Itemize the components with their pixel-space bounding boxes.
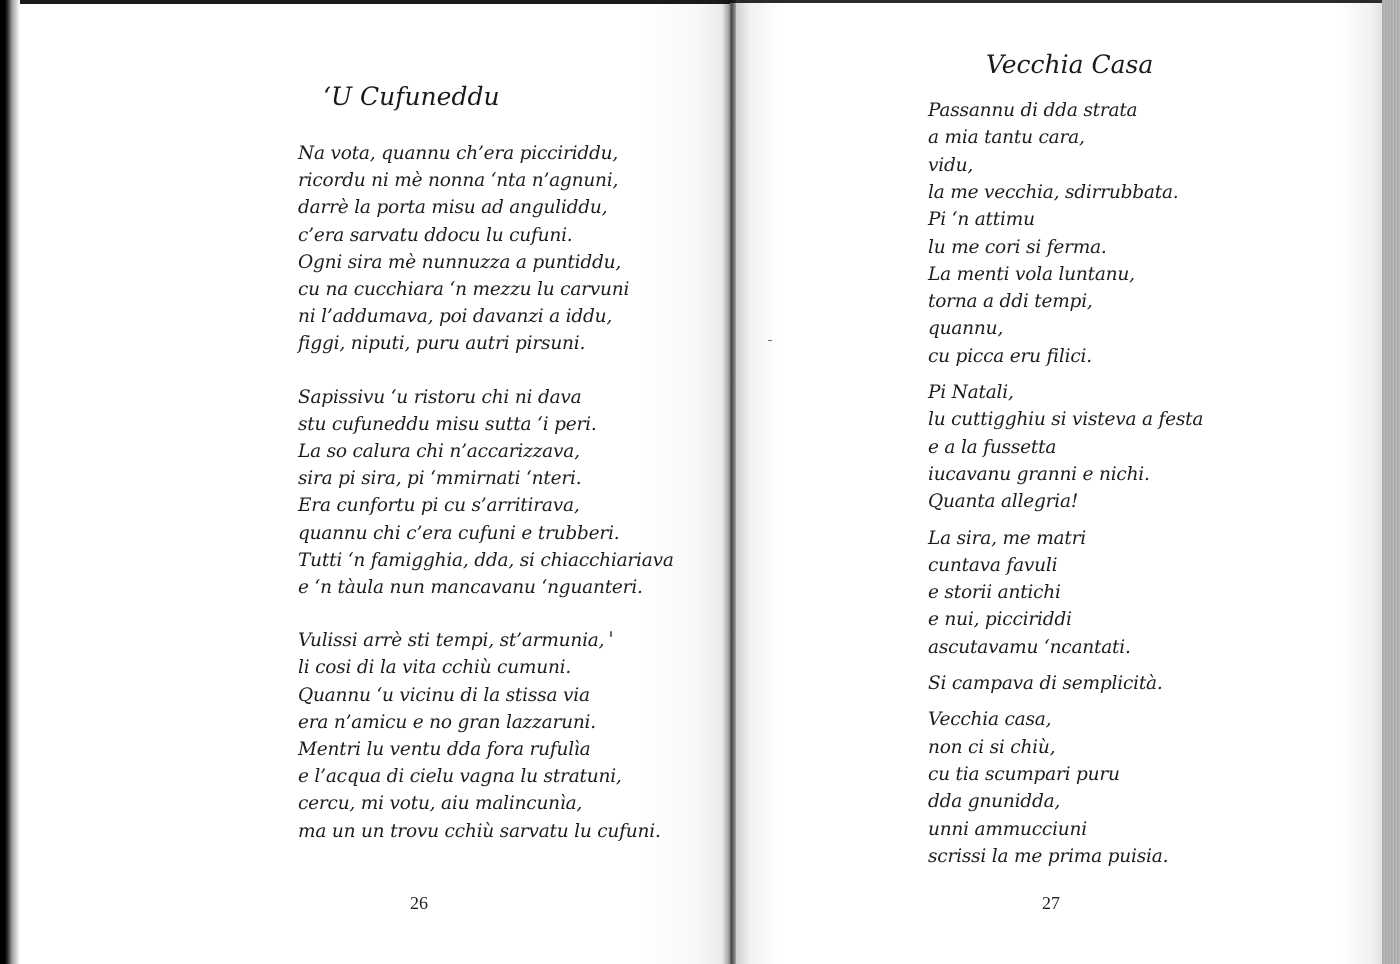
poem-line: Pi ‘n attimu [928, 209, 1035, 231]
poem-line: ni l’addumava, poi davanzi a iddu, [298, 306, 613, 328]
poem-line: era n’amicu e no gran lazzaruni. [298, 711, 596, 733]
page-number-left: 26 [410, 893, 428, 913]
poem-line: iucavanu granni e nichi. [928, 463, 1150, 485]
poem-line: La menti vola luntanu, [928, 263, 1135, 285]
scan-speck [768, 340, 772, 341]
book-page-edges [1382, 0, 1400, 964]
poem-line: La so calura chi n’accarizzava, [298, 441, 580, 462]
poem-line: unni ammucciuni [928, 818, 1087, 840]
poem-line: vidu, [928, 154, 974, 176]
poem-line: lu me cori si ferma. [928, 236, 1107, 258]
poem-line: non ci si chiù, [928, 736, 1056, 758]
poem-line: Pi Natali, [928, 382, 1014, 403]
poem-line: e nui, picciriddi [928, 609, 1072, 631]
poem-line: li cosi di la vita cchiù cumuni. [298, 657, 572, 679]
poem-line: e a la fussetta [928, 436, 1057, 458]
poem-line: torna a ddi tempi, [928, 291, 1093, 313]
scan-top-edge [0, 0, 730, 4]
poem-line: cu na cucchiara ‘n mezzu lu carvuni [298, 279, 630, 300]
poem-line: Era cunfortu pi cu s’arritirava, [298, 495, 580, 517]
right-page [730, 0, 1400, 964]
poem-line: cu tia scumpari puru [928, 763, 1120, 785]
poem-line: e l’acqua di cielu vagna lu stratuni, [298, 766, 622, 788]
poem-line: Quanta allegria! [928, 491, 1079, 513]
poem-line: la me vecchia, sdirrubbata. [928, 181, 1179, 203]
scan-speck [610, 631, 612, 637]
poem-line: quannu chi c’era cufuni e trubberi. [298, 522, 620, 544]
poem-line: c’era sarvatu ddocu lu cufuni. [298, 224, 573, 246]
poem-line: Na vota, quannu ch’era picciriddu, [298, 143, 619, 164]
poem-line: lu cuttigghiu si visteva a festa [928, 409, 1204, 431]
poem-line: dda gnunidda, [928, 791, 1061, 813]
page-number-right: 27 [1042, 893, 1060, 913]
poem-line: stu cufuneddu misu sutta ‘i peri. [298, 413, 597, 435]
poem-line: Ogni sira mè nunnuzza a puntiddu, [298, 251, 622, 273]
poem-line: Sapissivu ‘u ristoru chi ni dava [298, 386, 582, 408]
poem-title-left: ‘U Cufuneddu [323, 82, 500, 111]
poem-line: Passannu di dda strata [928, 100, 1138, 121]
poem-line: Si campava di semplicità. [928, 673, 1163, 694]
poem-line: sira pi sira, pi ‘mmirnati ‘nteri. [298, 468, 582, 490]
poem-line: figgi, niputi, puru autri pirsuni. [298, 333, 586, 355]
poem-line: La sira, me matri [928, 527, 1086, 549]
poem-line: darrè la porta misu ad anguliddu, [298, 197, 608, 219]
scan-top-edge-right [730, 0, 1400, 3]
poem-title-right: Vecchia Casa [986, 50, 1154, 79]
poem-line: Vecchia casa, [928, 709, 1052, 731]
poem-line: scrissi la me prima puisia. [928, 845, 1169, 867]
poem-line: cercu, mi votu, aiu malincunìa, [298, 793, 583, 815]
poem-line: e storii antichi [928, 582, 1061, 604]
poem-line: cuntava favuli [928, 554, 1058, 576]
poem-line: quannu, [928, 318, 1004, 340]
poem-line: Mentri lu ventu dda fora rufulìa [298, 739, 591, 760]
book-gutter [722, 0, 736, 964]
poem-line: Quannu ‘u vicinu di la stissa via [298, 684, 590, 706]
scan-left-edge [0, 0, 20, 964]
poem-line: ma un un trovu cchiù sarvatu lu cufuni. [298, 820, 661, 842]
poem-line: Tutti ‘n famigghia, dda, si chiacchiariava [298, 549, 674, 571]
poem-line: a mia tantu cara, [928, 127, 1085, 149]
poem-line: Vulissi arrè sti tempi, st’armunia, [298, 630, 605, 652]
poem-line: ricordu ni mè nonna ‘nta n’agnuni, [298, 170, 619, 192]
poem-line: ascutavamu ‘ncantati. [928, 636, 1131, 658]
poem-line: e ‘n tàula nun mancavanu ‘nguanteri. [298, 577, 643, 598]
poem-line: cu picca eru filici. [928, 345, 1092, 367]
